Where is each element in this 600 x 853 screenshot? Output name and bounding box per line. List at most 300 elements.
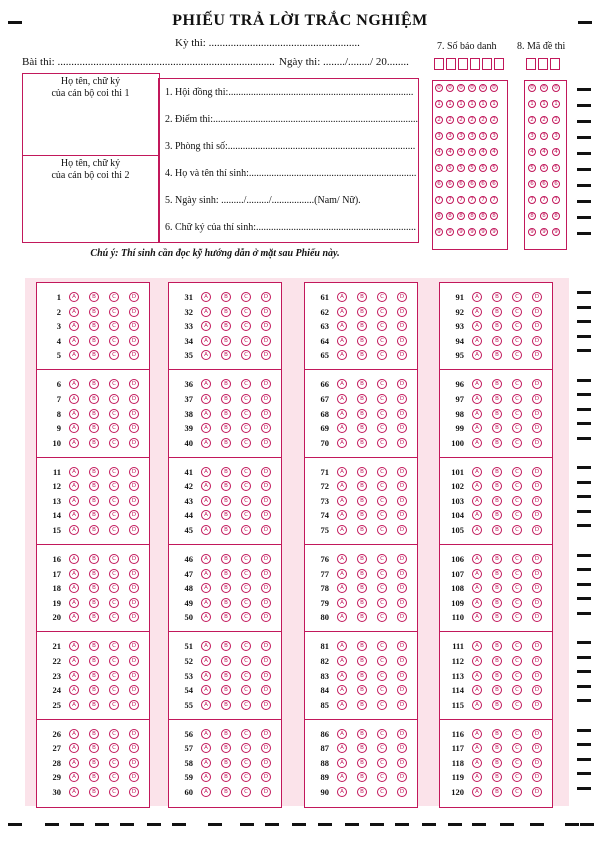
sbd-digit-bubble[interactable]: 5 (468, 164, 476, 172)
answer-bubble-a[interactable]: A (472, 510, 482, 520)
answer-bubble-a[interactable]: A (69, 379, 79, 389)
answer-bubble-b[interactable]: B (221, 510, 231, 520)
field-candidate-signature[interactable]: 6. Chữ ký của thí sinh:................................................................ (165, 222, 416, 233)
made-digit-bubble[interactable]: 6 (552, 180, 560, 188)
answer-bubble-d[interactable]: D (397, 350, 407, 360)
answer-bubble-b[interactable]: B (357, 336, 367, 346)
answer-bubble-b[interactable]: B (357, 481, 367, 491)
answer-bubble-a[interactable]: A (337, 292, 347, 302)
answer-bubble-c[interactable]: C (377, 743, 387, 753)
sbd-digit-bubble[interactable]: 8 (479, 212, 487, 220)
answer-bubble-d[interactable]: D (129, 394, 139, 404)
answer-bubble-a[interactable]: A (472, 409, 482, 419)
answer-bubble-d[interactable]: D (532, 467, 542, 477)
answer-bubble-b[interactable]: B (492, 700, 502, 710)
answer-bubble-b[interactable]: B (357, 641, 367, 651)
answer-bubble-b[interactable]: B (357, 700, 367, 710)
sbd-digit-bubble[interactable]: 6 (479, 180, 487, 188)
answer-bubble-c[interactable]: C (377, 569, 387, 579)
field-exam-site[interactable]: 2. Điểm thi:.................................................................................. (165, 114, 419, 125)
answer-bubble-a[interactable]: A (69, 554, 79, 564)
answer-bubble-b[interactable]: B (89, 292, 99, 302)
sbd-digit-bubble[interactable]: 8 (490, 212, 498, 220)
made-digit-bubble[interactable]: 3 (552, 132, 560, 140)
answer-bubble-d[interactable]: D (261, 700, 271, 710)
answer-bubble-c[interactable]: C (512, 671, 522, 681)
answer-bubble-a[interactable]: A (201, 743, 211, 753)
answer-bubble-d[interactable]: D (532, 656, 542, 666)
answer-bubble-c[interactable]: C (109, 598, 119, 608)
answer-bubble-b[interactable]: B (492, 394, 502, 404)
answer-bubble-b[interactable]: B (492, 758, 502, 768)
answer-bubble-b[interactable]: B (221, 729, 231, 739)
answer-bubble-c[interactable]: C (241, 438, 251, 448)
answer-bubble-a[interactable]: A (472, 423, 482, 433)
answer-bubble-a[interactable]: A (69, 525, 79, 535)
answer-bubble-c[interactable]: C (512, 554, 522, 564)
answer-bubble-c[interactable]: C (109, 510, 119, 520)
answer-bubble-a[interactable]: A (337, 583, 347, 593)
answer-bubble-c[interactable]: C (109, 467, 119, 477)
answer-bubble-a[interactable]: A (201, 700, 211, 710)
answer-bubble-d[interactable]: D (397, 467, 407, 477)
answer-bubble-d[interactable]: D (129, 671, 139, 681)
sbd-digit-bubble[interactable]: 3 (435, 132, 443, 140)
answer-bubble-d[interactable]: D (397, 671, 407, 681)
answer-bubble-c[interactable]: C (109, 496, 119, 506)
answer-bubble-c[interactable]: C (109, 583, 119, 593)
answer-bubble-a[interactable]: A (337, 612, 347, 622)
answer-bubble-c[interactable]: C (241, 481, 251, 491)
answer-bubble-a[interactable]: A (472, 787, 482, 797)
made-digit-bubble[interactable]: 0 (528, 84, 536, 92)
answer-bubble-a[interactable]: A (69, 772, 79, 782)
made-digit-bubble[interactable]: 5 (552, 164, 560, 172)
answer-bubble-b[interactable]: B (89, 496, 99, 506)
sbd-digit-bubble[interactable]: 3 (468, 132, 476, 140)
answer-bubble-d[interactable]: D (261, 423, 271, 433)
answer-bubble-b[interactable]: B (357, 598, 367, 608)
answer-bubble-c[interactable]: C (241, 729, 251, 739)
answer-bubble-b[interactable]: B (492, 423, 502, 433)
sbd-digit-bubble[interactable]: 2 (457, 116, 465, 124)
made-digit-bubble[interactable]: 4 (552, 148, 560, 156)
answer-bubble-b[interactable]: B (89, 641, 99, 651)
answer-bubble-c[interactable]: C (377, 394, 387, 404)
answer-bubble-a[interactable]: A (337, 700, 347, 710)
answer-bubble-a[interactable]: A (69, 350, 79, 360)
answer-bubble-a[interactable]: A (201, 496, 211, 506)
answer-bubble-d[interactable]: D (261, 525, 271, 535)
answer-bubble-d[interactable]: D (129, 307, 139, 317)
answer-bubble-d[interactable]: D (397, 743, 407, 753)
made-digit-bubble[interactable]: 4 (528, 148, 536, 156)
answer-bubble-d[interactable]: D (532, 598, 542, 608)
answer-bubble-c[interactable]: C (241, 772, 251, 782)
answer-bubble-c[interactable]: C (512, 700, 522, 710)
answer-bubble-d[interactable]: D (129, 772, 139, 782)
sbd-digit-bubble[interactable]: 6 (446, 180, 454, 188)
answer-bubble-d[interactable]: D (397, 772, 407, 782)
answer-bubble-c[interactable]: C (377, 641, 387, 651)
answer-bubble-a[interactable]: A (69, 394, 79, 404)
answer-bubble-c[interactable]: C (109, 787, 119, 797)
answer-bubble-d[interactable]: D (261, 772, 271, 782)
answer-bubble-c[interactable]: C (512, 321, 522, 331)
answer-bubble-b[interactable]: B (492, 336, 502, 346)
answer-bubble-a[interactable]: A (472, 394, 482, 404)
answer-bubble-a[interactable]: A (472, 379, 482, 389)
answer-bubble-b[interactable]: B (89, 787, 99, 797)
answer-bubble-c[interactable]: C (377, 772, 387, 782)
made-digit-cell[interactable] (550, 58, 560, 70)
answer-bubble-b[interactable]: B (221, 743, 231, 753)
sbd-digit-bubble[interactable]: 4 (468, 148, 476, 156)
answer-bubble-a[interactable]: A (69, 496, 79, 506)
answer-bubble-c[interactable]: C (241, 671, 251, 681)
answer-bubble-c[interactable]: C (109, 772, 119, 782)
answer-bubble-b[interactable]: B (89, 729, 99, 739)
answer-bubble-c[interactable]: C (109, 336, 119, 346)
answer-bubble-c[interactable]: C (109, 379, 119, 389)
answer-bubble-b[interactable]: B (357, 350, 367, 360)
answer-bubble-d[interactable]: D (129, 554, 139, 564)
made-digit-bubble[interactable]: 1 (528, 100, 536, 108)
answer-bubble-c[interactable]: C (512, 656, 522, 666)
made-digit-bubble[interactable]: 0 (552, 84, 560, 92)
answer-bubble-c[interactable]: C (377, 423, 387, 433)
answer-bubble-b[interactable]: B (221, 525, 231, 535)
answer-bubble-c[interactable]: C (512, 350, 522, 360)
sbd-digit-bubble[interactable]: 1 (457, 100, 465, 108)
answer-bubble-a[interactable]: A (337, 598, 347, 608)
sbd-digit-cell[interactable] (446, 58, 456, 70)
answer-bubble-d[interactable]: D (532, 554, 542, 564)
answer-bubble-b[interactable]: B (357, 510, 367, 520)
answer-bubble-c[interactable]: C (241, 525, 251, 535)
answer-bubble-b[interactable]: B (221, 685, 231, 695)
sbd-digit-bubble[interactable]: 7 (446, 196, 454, 204)
answer-bubble-b[interactable]: B (89, 671, 99, 681)
answer-bubble-d[interactable]: D (397, 700, 407, 710)
answer-bubble-a[interactable]: A (201, 772, 211, 782)
answer-bubble-d[interactable]: D (532, 583, 542, 593)
answer-bubble-a[interactable]: A (472, 481, 482, 491)
answer-bubble-c[interactable]: C (377, 336, 387, 346)
answer-bubble-b[interactable]: B (357, 772, 367, 782)
made-digit-bubble[interactable]: 3 (540, 132, 548, 140)
answer-bubble-b[interactable]: B (221, 598, 231, 608)
answer-bubble-a[interactable]: A (472, 583, 482, 593)
answer-bubble-a[interactable]: A (69, 510, 79, 520)
answer-bubble-c[interactable]: C (241, 423, 251, 433)
answer-bubble-d[interactable]: D (532, 423, 542, 433)
answer-bubble-a[interactable]: A (337, 409, 347, 419)
sbd-digit-bubble[interactable]: 3 (490, 132, 498, 140)
answer-bubble-a[interactable]: A (337, 772, 347, 782)
answer-bubble-a[interactable]: A (472, 525, 482, 535)
sbd-digit-bubble[interactable]: 3 (457, 132, 465, 140)
sbd-digit-bubble[interactable]: 6 (468, 180, 476, 188)
answer-bubble-a[interactable]: A (337, 336, 347, 346)
answer-bubble-d[interactable]: D (129, 423, 139, 433)
answer-bubble-c[interactable]: C (377, 700, 387, 710)
answer-bubble-b[interactable]: B (89, 467, 99, 477)
sbd-digit-cell[interactable] (470, 58, 480, 70)
sbd-digit-cell[interactable] (434, 58, 444, 70)
answer-bubble-a[interactable]: A (337, 510, 347, 520)
answer-bubble-a[interactable]: A (201, 569, 211, 579)
answer-bubble-d[interactable]: D (397, 583, 407, 593)
sbd-digit-bubble[interactable]: 6 (490, 180, 498, 188)
answer-bubble-d[interactable]: D (397, 394, 407, 404)
sbd-digit-bubble[interactable]: 7 (457, 196, 465, 204)
answer-bubble-b[interactable]: B (89, 481, 99, 491)
answer-bubble-c[interactable]: C (241, 554, 251, 564)
answer-bubble-b[interactable]: B (357, 307, 367, 317)
made-digit-bubble[interactable]: 6 (528, 180, 536, 188)
answer-bubble-c[interactable]: C (377, 496, 387, 506)
answer-bubble-d[interactable]: D (129, 700, 139, 710)
field-room[interactable]: 3. Phòng thi số:........................................................................... (165, 141, 416, 152)
sbd-digit-bubble[interactable]: 0 (468, 84, 476, 92)
answer-bubble-a[interactable]: A (201, 583, 211, 593)
made-digit-bubble[interactable]: 0 (540, 84, 548, 92)
answer-bubble-d[interactable]: D (532, 729, 542, 739)
answer-bubble-b[interactable]: B (492, 292, 502, 302)
answer-bubble-c[interactable]: C (109, 409, 119, 419)
answer-bubble-b[interactable]: B (221, 758, 231, 768)
answer-bubble-d[interactable]: D (532, 743, 542, 753)
answer-bubble-d[interactable]: D (397, 423, 407, 433)
answer-bubble-d[interactable]: D (129, 438, 139, 448)
sbd-digit-bubble[interactable]: 4 (479, 148, 487, 156)
answer-bubble-a[interactable]: A (472, 292, 482, 302)
answer-bubble-c[interactable]: C (241, 307, 251, 317)
made-digit-bubble[interactable]: 7 (540, 196, 548, 204)
sbd-digit-bubble[interactable]: 3 (479, 132, 487, 140)
answer-bubble-a[interactable]: A (69, 598, 79, 608)
made-digit-bubble[interactable]: 4 (540, 148, 548, 156)
answer-bubble-d[interactable]: D (397, 496, 407, 506)
answer-bubble-d[interactable]: D (129, 467, 139, 477)
answer-bubble-c[interactable]: C (241, 379, 251, 389)
made-digit-bubble[interactable]: 9 (540, 228, 548, 236)
answer-bubble-c[interactable]: C (512, 641, 522, 651)
answer-bubble-b[interactable]: B (89, 758, 99, 768)
answer-bubble-b[interactable]: B (221, 379, 231, 389)
answer-bubble-a[interactable]: A (201, 525, 211, 535)
sbd-digit-bubble[interactable]: 2 (479, 116, 487, 124)
answer-bubble-d[interactable]: D (261, 481, 271, 491)
answer-bubble-a[interactable]: A (337, 656, 347, 666)
answer-bubble-d[interactable]: D (397, 481, 407, 491)
made-digit-cell[interactable] (526, 58, 536, 70)
answer-bubble-d[interactable]: D (261, 379, 271, 389)
answer-bubble-a[interactable]: A (472, 743, 482, 753)
answer-bubble-a[interactable]: A (69, 336, 79, 346)
answer-bubble-d[interactable]: D (532, 787, 542, 797)
answer-bubble-a[interactable]: A (201, 758, 211, 768)
answer-bubble-a[interactable]: A (472, 321, 482, 331)
answer-bubble-b[interactable]: B (357, 467, 367, 477)
answer-bubble-c[interactable]: C (109, 525, 119, 535)
answer-bubble-c[interactable]: C (512, 307, 522, 317)
answer-bubble-c[interactable]: C (512, 685, 522, 695)
answer-bubble-a[interactable]: A (337, 379, 347, 389)
answer-bubble-a[interactable]: A (201, 336, 211, 346)
answer-bubble-b[interactable]: B (492, 641, 502, 651)
answer-bubble-c[interactable]: C (377, 510, 387, 520)
answer-bubble-d[interactable]: D (129, 510, 139, 520)
answer-bubble-c[interactable]: C (512, 569, 522, 579)
made-digit-bubble[interactable]: 2 (528, 116, 536, 124)
answer-bubble-c[interactable]: C (377, 656, 387, 666)
answer-bubble-d[interactable]: D (532, 394, 542, 404)
answer-bubble-d[interactable]: D (532, 569, 542, 579)
answer-bubble-a[interactable]: A (69, 700, 79, 710)
answer-bubble-a[interactable]: A (201, 307, 211, 317)
answer-bubble-c[interactable]: C (241, 292, 251, 302)
answer-bubble-b[interactable]: B (221, 700, 231, 710)
answer-bubble-d[interactable]: D (261, 598, 271, 608)
answer-bubble-b[interactable]: B (89, 409, 99, 419)
answer-bubble-b[interactable]: B (357, 525, 367, 535)
answer-bubble-a[interactable]: A (337, 641, 347, 651)
answer-bubble-d[interactable]: D (532, 510, 542, 520)
made-digit-bubble[interactable]: 8 (540, 212, 548, 220)
answer-bubble-b[interactable]: B (89, 612, 99, 622)
answer-bubble-a[interactable]: A (201, 292, 211, 302)
made-digit-bubble[interactable]: 7 (552, 196, 560, 204)
answer-bubble-a[interactable]: A (69, 438, 79, 448)
answer-bubble-b[interactable]: B (492, 612, 502, 622)
answer-bubble-b[interactable]: B (492, 307, 502, 317)
answer-bubble-d[interactable]: D (261, 438, 271, 448)
sbd-digit-bubble[interactable]: 0 (457, 84, 465, 92)
answer-bubble-c[interactable]: C (377, 758, 387, 768)
answer-bubble-a[interactable]: A (472, 467, 482, 477)
answer-bubble-b[interactable]: B (492, 569, 502, 579)
answer-bubble-b[interactable]: B (221, 656, 231, 666)
answer-bubble-b[interactable]: B (89, 525, 99, 535)
answer-bubble-d[interactable]: D (532, 525, 542, 535)
answer-bubble-c[interactable]: C (512, 336, 522, 346)
answer-bubble-c[interactable]: C (241, 467, 251, 477)
answer-bubble-b[interactable]: B (221, 423, 231, 433)
sbd-digit-bubble[interactable]: 1 (435, 100, 443, 108)
answer-bubble-a[interactable]: A (201, 321, 211, 331)
answer-bubble-c[interactable]: C (377, 350, 387, 360)
sbd-digit-bubble[interactable]: 5 (457, 164, 465, 172)
answer-bubble-a[interactable]: A (69, 292, 79, 302)
answer-bubble-c[interactable]: C (377, 321, 387, 331)
sbd-digit-bubble[interactable]: 6 (435, 180, 443, 188)
answer-bubble-d[interactable]: D (129, 379, 139, 389)
answer-bubble-c[interactable]: C (512, 787, 522, 797)
answer-bubble-d[interactable]: D (129, 336, 139, 346)
sbd-digit-bubble[interactable]: 7 (490, 196, 498, 204)
answer-bubble-d[interactable]: D (532, 481, 542, 491)
sbd-digit-bubble[interactable]: 0 (490, 84, 498, 92)
answer-bubble-b[interactable]: B (492, 598, 502, 608)
answer-bubble-d[interactable]: D (532, 409, 542, 419)
answer-bubble-a[interactable]: A (201, 379, 211, 389)
answer-bubble-a[interactable]: A (337, 423, 347, 433)
answer-bubble-b[interactable]: B (492, 772, 502, 782)
answer-bubble-a[interactable]: A (472, 758, 482, 768)
answer-bubble-c[interactable]: C (241, 321, 251, 331)
sbd-digit-bubble[interactable]: 2 (468, 116, 476, 124)
answer-bubble-a[interactable]: A (472, 598, 482, 608)
answer-bubble-b[interactable]: B (492, 743, 502, 753)
answer-bubble-d[interactable]: D (129, 743, 139, 753)
made-digit-bubble[interactable]: 1 (540, 100, 548, 108)
made-digit-bubble[interactable]: 7 (528, 196, 536, 204)
answer-bubble-a[interactable]: A (201, 481, 211, 491)
sbd-digit-cell[interactable] (458, 58, 468, 70)
answer-bubble-d[interactable]: D (532, 641, 542, 651)
sbd-digit-bubble[interactable]: 0 (446, 84, 454, 92)
answer-bubble-b[interactable]: B (221, 409, 231, 419)
answer-bubble-d[interactable]: D (261, 321, 271, 331)
answer-bubble-d[interactable]: D (397, 525, 407, 535)
answer-bubble-b[interactable]: B (89, 700, 99, 710)
answer-bubble-a[interactable]: A (337, 554, 347, 564)
answer-bubble-b[interactable]: B (492, 583, 502, 593)
answer-bubble-a[interactable]: A (337, 787, 347, 797)
answer-bubble-a[interactable]: A (69, 409, 79, 419)
answer-bubble-d[interactable]: D (397, 554, 407, 564)
answer-bubble-b[interactable]: B (492, 409, 502, 419)
answer-bubble-c[interactable]: C (109, 729, 119, 739)
answer-bubble-b[interactable]: B (221, 612, 231, 622)
sbd-digit-bubble[interactable]: 1 (446, 100, 454, 108)
answer-bubble-c[interactable]: C (377, 409, 387, 419)
answer-bubble-d[interactable]: D (397, 598, 407, 608)
answer-bubble-d[interactable]: D (532, 292, 542, 302)
answer-bubble-a[interactable]: A (69, 729, 79, 739)
answer-bubble-d[interactable]: D (261, 554, 271, 564)
answer-bubble-b[interactable]: B (357, 496, 367, 506)
sbd-digit-bubble[interactable]: 5 (479, 164, 487, 172)
answer-bubble-b[interactable]: B (221, 671, 231, 681)
sbd-digit-bubble[interactable]: 8 (446, 212, 454, 220)
answer-bubble-c[interactable]: C (512, 467, 522, 477)
sbd-digit-bubble[interactable]: 2 (435, 116, 443, 124)
answer-bubble-c[interactable]: C (109, 656, 119, 666)
answer-bubble-c[interactable]: C (377, 307, 387, 317)
answer-bubble-c[interactable]: C (377, 685, 387, 695)
answer-bubble-a[interactable]: A (69, 641, 79, 651)
answer-bubble-c[interactable]: C (512, 729, 522, 739)
sbd-digit-bubble[interactable]: 4 (490, 148, 498, 156)
answer-bubble-d[interactable]: D (532, 612, 542, 622)
answer-bubble-b[interactable]: B (357, 423, 367, 433)
answer-bubble-d[interactable]: D (261, 292, 271, 302)
answer-bubble-a[interactable]: A (472, 700, 482, 710)
answer-bubble-c[interactable]: C (512, 481, 522, 491)
answer-bubble-c[interactable]: C (512, 496, 522, 506)
answer-bubble-b[interactable]: B (492, 379, 502, 389)
answer-bubble-c[interactable]: C (241, 598, 251, 608)
answer-bubble-b[interactable]: B (89, 510, 99, 520)
answer-bubble-d[interactable]: D (397, 321, 407, 331)
answer-bubble-d[interactable]: D (261, 496, 271, 506)
answer-bubble-d[interactable]: D (129, 612, 139, 622)
answer-bubble-b[interactable]: B (357, 554, 367, 564)
sbd-digit-bubble[interactable]: 9 (468, 228, 476, 236)
